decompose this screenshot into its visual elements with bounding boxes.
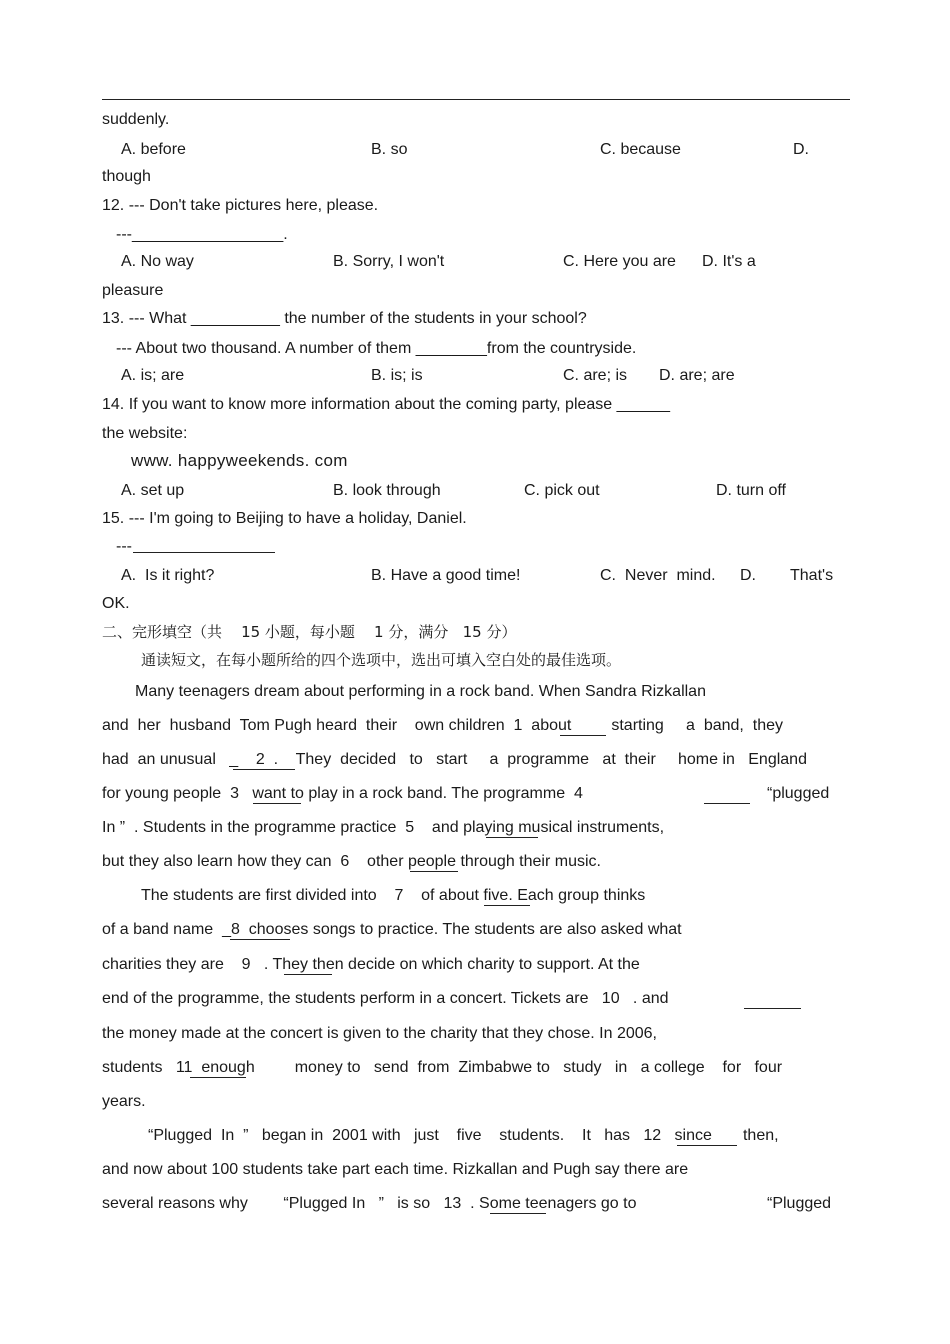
header-rule bbox=[102, 99, 850, 100]
q15-option-d: D. bbox=[740, 567, 756, 584]
q13-option-b: B. is; is bbox=[371, 367, 423, 384]
q15-reply: --- bbox=[116, 538, 132, 555]
blank-5-underline bbox=[486, 837, 538, 838]
q12-stem: 12. --- Don't take pictures here, please. bbox=[102, 197, 379, 214]
q11-option-b: B. so bbox=[371, 141, 408, 158]
blank-9-underline bbox=[284, 974, 332, 975]
blank-1-underline bbox=[560, 735, 606, 736]
blank-7-underline bbox=[484, 905, 530, 906]
section-2-heading: 二、完形填空（共 15 小题，每小题 1 分，满分 15 分） bbox=[102, 623, 517, 641]
q11-tail: suddenly. bbox=[102, 111, 170, 128]
passage-line-16: several reasons why “Plugged In ” is so 13 . Some teenagers go to bbox=[102, 1195, 637, 1212]
q13-option-a: A. is; are bbox=[121, 367, 185, 384]
passage-line-7: The students are first divided into 7 of about five. Each group thinks bbox=[141, 887, 646, 904]
passage-plugged-right-2: “Plugged bbox=[767, 1195, 832, 1212]
q14-option-d: D. turn off bbox=[716, 482, 786, 499]
passage-line-13: years. bbox=[102, 1093, 146, 1110]
q15-option-d-wrap: OK. bbox=[102, 595, 130, 612]
blank-3-underline bbox=[253, 803, 301, 804]
passage-line-1: Many teenagers dream about performing in a rock band. When Sandra Rizkallan bbox=[135, 683, 706, 700]
q11-option-a: A. before bbox=[121, 141, 186, 158]
q14-stem-wrap: the website: bbox=[102, 425, 188, 442]
q11-option-d: D. bbox=[793, 141, 809, 158]
q15-reply-blank bbox=[133, 552, 275, 553]
blank-6-underline bbox=[410, 871, 458, 872]
passage-line-6: but they also learn how they can 6 other people through their music. bbox=[102, 853, 601, 870]
q15-option-d-text: That's bbox=[790, 567, 834, 584]
q14-option-b: B. look through bbox=[333, 482, 441, 499]
q15-stem: 15. --- I'm going to Beijing to have a holiday, Daniel. bbox=[102, 510, 467, 527]
passage-line-3: had an unusual _ 2 . They decided to start a programme at their home in England bbox=[102, 751, 807, 768]
blank-8-underline bbox=[230, 939, 290, 940]
q11-option-c: C. because bbox=[600, 141, 681, 158]
q15-option-c: C. Never mind. bbox=[600, 567, 716, 584]
q14-option-a: A. set up bbox=[121, 482, 185, 499]
q12-reply: ---_________________. bbox=[116, 226, 288, 243]
q14-website: www. happyweekends. com bbox=[131, 451, 348, 470]
q12-option-d: D. It's a bbox=[702, 253, 756, 270]
blank-10-underline bbox=[744, 1008, 801, 1009]
blank-12-underline bbox=[677, 1145, 737, 1146]
q14-option-c: C. pick out bbox=[524, 482, 600, 499]
q13-stem: 13. --- What __________ the number of the students in your school? bbox=[102, 310, 587, 327]
passage-line-8: of a band name _8 chooses songs to practice. The students are also asked what bbox=[102, 921, 682, 938]
q12-option-a: A. No way bbox=[121, 253, 194, 270]
q14-stem: 14. If you want to know more information about the coming party, please ______ bbox=[102, 396, 671, 413]
passage-line-9: charities they are 9 . They then decide on which charity to support. At the bbox=[102, 956, 640, 973]
passage-plugged-right: “plugged bbox=[767, 785, 830, 802]
q13-reply: --- About two thousand. A number of them ________from the countryside. bbox=[116, 340, 637, 357]
blank-11-underline bbox=[190, 1077, 246, 1078]
section-2-instruction: 通读短文，在每小题所给的四个选项中，选出可填入空白处的最佳选项。 bbox=[141, 651, 622, 669]
q15-option-a: A. Is it right? bbox=[121, 567, 215, 584]
passage-line-5: In ” . Students in the programme practice 5 and playing musical instruments, bbox=[102, 819, 665, 836]
blank-13-underline bbox=[490, 1213, 546, 1214]
q12-option-b: B. Sorry, I won't bbox=[333, 253, 445, 270]
passage-line-10: end of the programme, the students perform in a concert. Tickets are 10 . and bbox=[102, 990, 669, 1007]
passage-line-14: “Plugged In ” began in 2001 with just five students. It has 12 since then, bbox=[148, 1127, 779, 1144]
passage-line-2: and her husband Tom Pugh heard their own children 1 about starting a band, they bbox=[102, 717, 784, 734]
q11-option-d-wrap: though bbox=[102, 168, 151, 185]
q13-option-c: C. are; is bbox=[563, 367, 628, 384]
passage-line-11: the money made at the concert is given to the charity that they chose. In 2006, bbox=[102, 1025, 657, 1042]
passage-line-12: students 11 enough money to send from Zimbabwe to study in a college for four bbox=[102, 1059, 783, 1076]
blank-4-underline bbox=[704, 803, 750, 804]
passage-line-15: and now about 100 students take part each time. Rizkallan and Pugh say there are bbox=[102, 1161, 689, 1178]
q12-option-d-wrap: pleasure bbox=[102, 282, 164, 299]
passage-line-4: for young people 3 want to play in a rock band. The programme 4 bbox=[102, 785, 583, 802]
q12-option-c: C. Here you are bbox=[563, 253, 676, 270]
blank-2-underline bbox=[233, 769, 295, 770]
q13-option-d: D. are; are bbox=[659, 367, 735, 384]
q15-option-b: B. Have a good time! bbox=[371, 567, 521, 584]
